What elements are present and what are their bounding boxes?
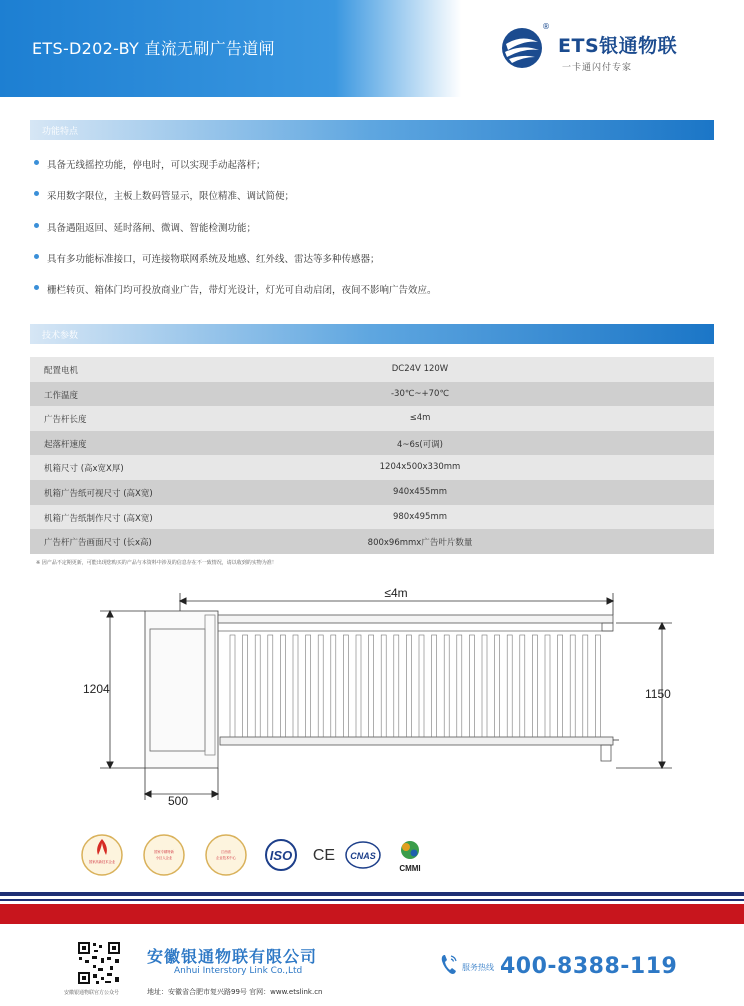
fence-slat	[381, 635, 386, 737]
fence-slat	[356, 635, 361, 737]
features-section-bar	[30, 120, 714, 140]
fence-slat	[394, 635, 399, 737]
hotline-label: 服务热线	[462, 963, 494, 972]
fence-slat	[419, 635, 424, 737]
badge-little-giant-line1: 国家专精特新	[154, 850, 174, 854]
feature-item: 采用数字限位，主板上数码管显示，限位精准、调试简便；	[34, 188, 694, 219]
fence-slat	[306, 635, 311, 737]
badge-high-tech-icon	[80, 833, 124, 877]
bullet-icon	[34, 223, 39, 228]
spec-row: 机箱尺寸 (高x宽X厚) 1204x500x330mm	[30, 455, 714, 480]
barrier-drawing	[80, 585, 700, 807]
fence-slat	[558, 635, 563, 737]
spec-section-bar	[30, 324, 714, 344]
cabinet-width-label: 500	[168, 794, 189, 807]
spec-row: 起落杆速度 4~6s(可调)	[30, 431, 714, 456]
bullet-icon	[34, 160, 39, 165]
company-name-en: Anhui Interstory Link Co.,Ltd	[174, 966, 303, 976]
registered-mark: ®	[542, 22, 550, 31]
spec-row: 机箱广告纸可视尺寸 (高X宽) 940x455mm	[30, 480, 714, 505]
fence-slat	[255, 635, 260, 737]
fence-slat	[243, 635, 248, 737]
bullet-icon	[34, 285, 39, 290]
fence-slat	[406, 635, 411, 737]
fence-slat	[432, 635, 437, 737]
fence-bars	[230, 635, 600, 737]
fence-slat	[595, 635, 600, 737]
arm-length-label: ≤4m	[384, 586, 408, 600]
bullet-icon	[34, 254, 39, 259]
fence-slat	[507, 635, 512, 737]
fence-slat	[444, 635, 449, 737]
spec-row: 广告杆长度 ≤4m	[30, 406, 714, 431]
fence-slat	[280, 635, 285, 737]
fence-slat	[583, 635, 588, 737]
fence-slat	[318, 635, 323, 737]
fence-slat	[343, 635, 348, 737]
company-address: 地址：安徽省合肥市复兴路99号 官网：www.etslink.cn	[147, 988, 323, 996]
svg-text:CE: CE	[312, 847, 336, 864]
feature-item: 具有多功能标准接口，可连接物联网系统及地感、红外线、雷达等多种传感器；	[34, 251, 694, 282]
spec-table	[30, 357, 714, 554]
ce-icon	[311, 843, 337, 865]
badge-high-tech-text: 国家高新技术企业	[88, 860, 116, 864]
footer-stripe-navy	[0, 892, 744, 896]
fence-slat	[570, 635, 575, 737]
fence-slat	[331, 635, 336, 737]
bullet-icon	[34, 191, 39, 196]
features-section-title: 功能特点	[42, 127, 79, 137]
footer-stripe-red	[0, 904, 744, 924]
spec-row: 机箱广告纸制作尺寸 (高X宽) 980x495mm	[30, 505, 714, 530]
badge-tech-center-line1: 江西省	[221, 850, 231, 854]
disclaimer-note: ※ 因产品不定期更新，可能出现您购买的产品与本资料中涉及的信息存在不一致情况，请以收到的实物为准！	[36, 560, 277, 566]
svg-text:CMMI: CMMI	[399, 864, 421, 873]
feature-item: 具备无线摇控功能，停电时，可以实现手动起落杆；	[34, 157, 694, 188]
fence-slat	[469, 635, 474, 737]
brand-logo	[500, 22, 710, 78]
spec-row: 广告杆广告画面尺寸 (长x高) 800x96mmx广告叶片数量	[30, 529, 714, 554]
spec-row: 配置电机 DC24V 120W	[30, 357, 714, 382]
fence-slat	[230, 635, 235, 737]
feature-item: 具备遇阻返回、延时落闸、微调、智能检测功能；	[34, 220, 694, 251]
fence-slat	[545, 635, 550, 737]
fence-slat	[268, 635, 273, 737]
badge-little-giant-line2: 小巨人企业	[155, 856, 173, 860]
fence-slat	[457, 635, 462, 737]
fence-height-label: 1150	[645, 687, 671, 701]
fence-slat	[495, 635, 500, 737]
svg-text:ISO: ISO	[269, 848, 293, 863]
cabinet-height-label: 1204	[83, 682, 110, 696]
qr-caption: 安徽银通物联官方公众号	[64, 990, 120, 996]
header-banner	[0, 0, 744, 97]
fence-slat	[482, 635, 487, 737]
svg-text:CNAS: CNAS	[350, 851, 376, 861]
hotline-number: 400-8388-119	[500, 954, 678, 979]
fence-slat	[520, 635, 525, 737]
iso-icon	[260, 839, 302, 871]
brand-name: ETS银通物联	[558, 35, 678, 57]
cnas-icon	[344, 839, 382, 871]
phone-icon	[440, 953, 458, 975]
spec-row: 工作温度 -30℃~+70℃	[30, 382, 714, 407]
footer-stripe-navy-thin	[0, 899, 744, 901]
badge-tech-center-line2: 企业技术中心	[216, 856, 236, 860]
features-list	[34, 157, 694, 313]
certifications	[80, 833, 430, 877]
feature-item: 栅栏转页、箱体门均可投放商业广告，带灯光设计，灯光可自动启闭，夜间不影响广告效应。	[34, 282, 694, 313]
cmmi-icon	[392, 837, 428, 875]
fence-slat	[532, 635, 537, 737]
badge-tech-center-icon	[204, 833, 248, 877]
fence-slat	[369, 635, 374, 737]
ets-logo-icon	[500, 26, 544, 70]
qr-code-icon	[77, 941, 121, 985]
company-name-cn: 安徽银通物联有限公司	[147, 947, 318, 966]
page-title: ETS-D202-BY 直流无刷广告道闸	[32, 39, 275, 58]
brand-tagline: 一卡通闪付专家	[562, 63, 633, 73]
spec-section-title: 技术参数	[42, 331, 79, 341]
badge-little-giant-icon	[142, 833, 186, 877]
fence-slat	[293, 635, 298, 737]
